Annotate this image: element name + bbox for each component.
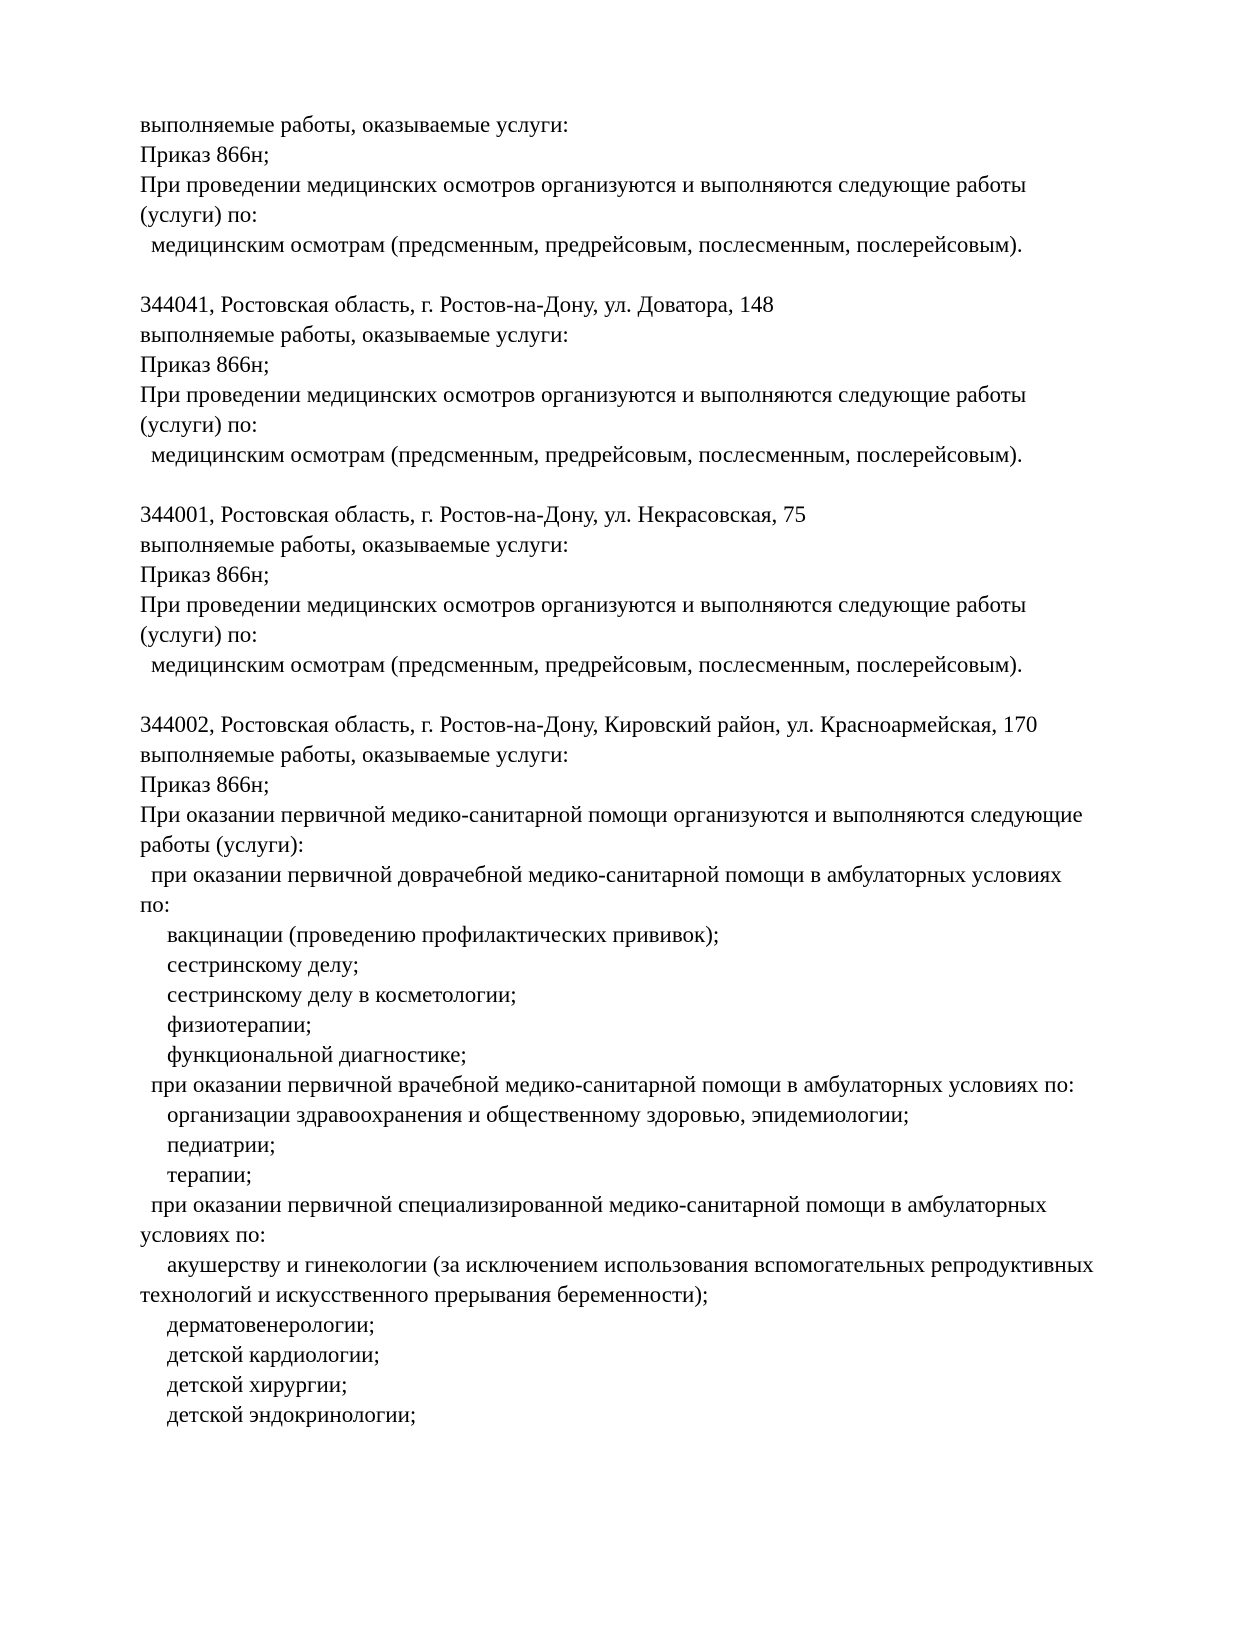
text-line: медицинским осмотрам (предсменным, предрейсовым, послесменным, послерейсовым). bbox=[151, 652, 1023, 677]
text-line: условиях по: bbox=[140, 1222, 266, 1247]
address-section bbox=[140, 710, 1140, 1430]
text-line: функциональной диагностике; bbox=[167, 1042, 467, 1067]
text-line: (услуги) по: bbox=[140, 202, 258, 227]
text-line: выполняемые работы, оказываемые услуги: bbox=[140, 322, 569, 347]
text-line: 344002, Ростовская область, г. Ростов-на-Дону, Кировский район, ул. Красноармейская, 170 bbox=[140, 712, 1038, 737]
license-works-and-services-text bbox=[140, 110, 1140, 1430]
text-line: (услуги) по: bbox=[140, 412, 258, 437]
text-line: При оказании первичной медико-санитарной помощи организуются и выполняются следующие bbox=[140, 802, 1083, 827]
text-line: организации здравоохранения и общественному здоровью, эпидемиологии; bbox=[167, 1102, 910, 1127]
text-line: детской хирургии; bbox=[167, 1372, 348, 1397]
text-line: 344001, Ростовская область, г. Ростов-на-Дону, ул. Некрасовская, 75 bbox=[140, 502, 807, 527]
address-section bbox=[140, 110, 1140, 260]
text-line: терапии; bbox=[167, 1162, 252, 1187]
text-line: При проведении медицинских осмотров организуются и выполняются следующие работы bbox=[140, 172, 1027, 197]
text-line: дерматовенерологии; bbox=[167, 1312, 375, 1337]
text-line: технологий и искусственного прерывания беременности); bbox=[140, 1282, 709, 1307]
text-line: При проведении медицинских осмотров организуются и выполняются следующие работы bbox=[140, 382, 1027, 407]
text-line: работы (услуги): bbox=[140, 832, 304, 857]
text-line: педиатрии; bbox=[167, 1132, 276, 1157]
text-line: сестринскому делу; bbox=[167, 952, 359, 977]
address-section bbox=[140, 500, 1140, 680]
text-line: вакцинации (проведению профилактических прививок); bbox=[167, 922, 720, 947]
text-line: физиотерапии; bbox=[167, 1012, 312, 1037]
text-line: медицинским осмотрам (предсменным, предрейсовым, послесменным, послерейсовым). bbox=[151, 232, 1023, 257]
text-line: при оказании первичной врачебной медико-санитарной помощи в амбулаторных условиях по: bbox=[151, 1072, 1075, 1097]
text-line: 344041, Ростовская область, г. Ростов-на-Дону, ул. Доватора, 148 bbox=[140, 292, 774, 317]
text-line: Приказ 866н; bbox=[140, 772, 270, 797]
text-line: сестринскому делу в косметологии; bbox=[167, 982, 517, 1007]
text-line: Приказ 866н; bbox=[140, 142, 270, 167]
text-line: при оказании первичной доврачебной медико-санитарной помощи в амбулаторных условиях bbox=[151, 862, 1062, 887]
text-line: медицинским осмотрам (предсменным, предрейсовым, послесменным, послерейсовым). bbox=[151, 442, 1023, 467]
text-line: детской кардиологии; bbox=[167, 1342, 380, 1367]
text-line: детской эндокринологии; bbox=[167, 1402, 417, 1427]
text-line: выполняемые работы, оказываемые услуги: bbox=[140, 112, 569, 137]
text-line: при оказании первичной специализированной медико-санитарной помощи в амбулаторных bbox=[151, 1192, 1047, 1217]
text-line: выполняемые работы, оказываемые услуги: bbox=[140, 742, 569, 767]
text-line: выполняемые работы, оказываемые услуги: bbox=[140, 532, 569, 557]
address-section bbox=[140, 290, 1140, 470]
text-line: Приказ 866н; bbox=[140, 562, 270, 587]
text-line: (услуги) по: bbox=[140, 622, 258, 647]
text-line: акушерству и гинекологии (за исключением использования вспомогательных репродуктивных bbox=[167, 1252, 1094, 1277]
text-line: по: bbox=[140, 892, 171, 917]
text-line: При проведении медицинских осмотров организуются и выполняются следующие работы bbox=[140, 592, 1027, 617]
text-line: Приказ 866н; bbox=[140, 352, 270, 377]
